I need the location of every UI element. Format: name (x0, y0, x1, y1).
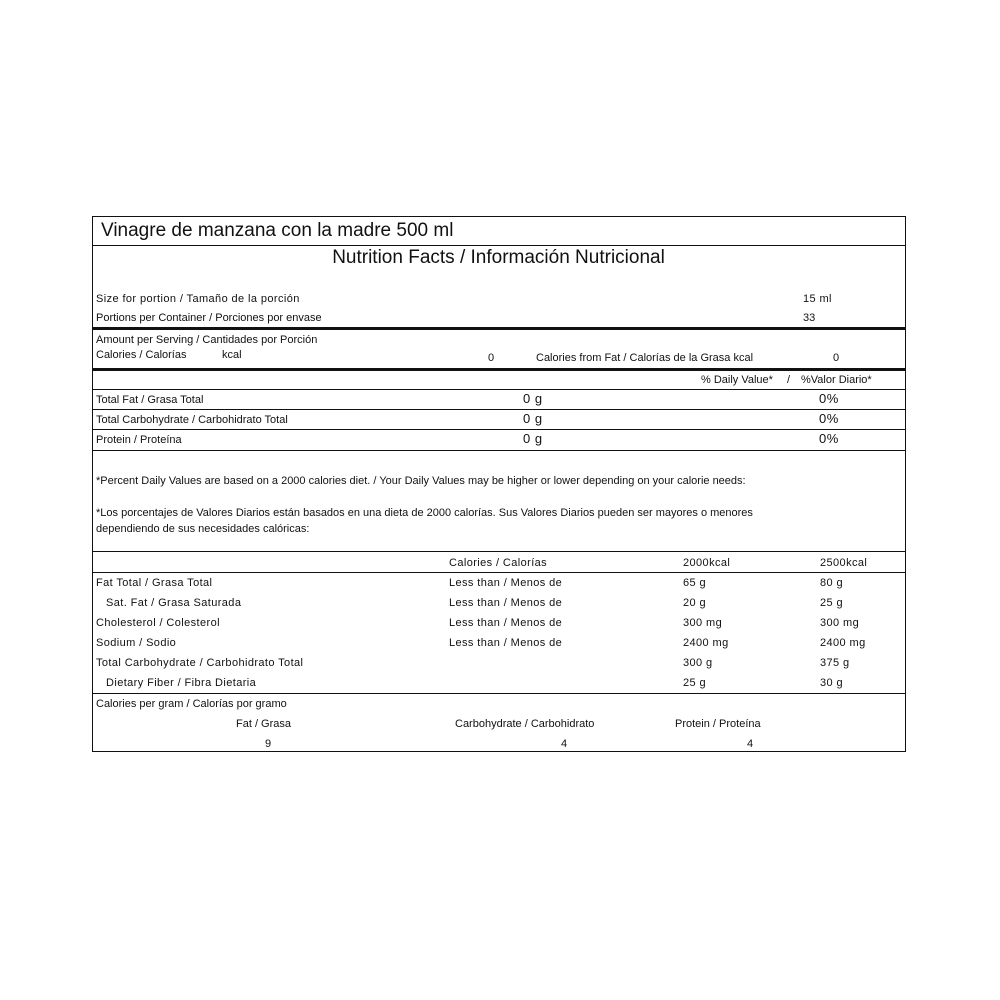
daily-value-header: % Daily Value* (701, 374, 773, 386)
nutrient-amount: 0 g (523, 431, 543, 446)
calories-from-fat-value: 0 (833, 352, 840, 364)
footnote-divider (93, 551, 905, 552)
ref-row-name: Sat. Fat / Grasa Saturada (106, 597, 242, 609)
per-gram-fat-value: 9 (265, 738, 272, 750)
nutrient-divider (93, 429, 905, 430)
ref-row-limit: Less than / Menos de (449, 577, 563, 589)
ref-row-2500: 25 g (820, 597, 844, 609)
ref-row-limit: Less than / Menos de (449, 597, 563, 609)
serving-size-label: Size for portion / Tamaño de la porción (96, 293, 300, 305)
calories-unit: kcal (222, 349, 242, 361)
footnote-es: *Los porcentajes de Valores Diarios están basados en una dieta de 2000 calorías. Sus Valores Diarios pueden ser mayores o menores (96, 507, 753, 519)
per-gram-header: Calories per gram / Calorías por gramo (96, 698, 287, 710)
ref-row-2500: 375 g (820, 657, 850, 669)
ref-row-2000: 25 g (683, 677, 707, 689)
ref-row-2000: 20 g (683, 597, 707, 609)
ref-row-name: Sodium / Sodio (96, 637, 177, 649)
daily-value-separator: / (787, 374, 791, 386)
product-title: Vinagre de manzana con la madre 500 ml (101, 220, 454, 241)
per-gram-fat-label: Fat / Grasa (236, 718, 292, 730)
serving-divider (93, 327, 905, 330)
ref-row-2000: 65 g (683, 577, 707, 589)
per-gram-carb-label: Carbohydrate / Carbohidrato (455, 718, 595, 730)
amount-header: Amount per Serving / Cantidades por Porción (96, 334, 318, 346)
per-gram-carb-value: 4 (561, 738, 568, 750)
ref-row-2000: 300 g (683, 657, 713, 669)
portions-label: Portions per Container / Porciones por envase (96, 312, 322, 324)
ref-row-name: Total Carbohydrate / Carbohidrato Total (96, 657, 304, 669)
ref-table-divider (93, 693, 905, 694)
ref-row-2500: 2400 mg (820, 637, 866, 649)
calories-from-fat-label: Calories from Fat / Calorías de la Grasa kcal (536, 352, 754, 364)
ref-row-2500: 30 g (820, 677, 844, 689)
nutrient-divider (93, 409, 905, 410)
nutrient-name: Total Fat / Grasa Total (96, 394, 204, 406)
footnote-en: *Percent Daily Values are based on a 2000 calories diet. / Your Daily Values may be higher or lower depending on your calorie needs: (96, 475, 746, 487)
nutrient-amount: 0 g (523, 411, 543, 426)
label-heading: Nutrition Facts / Información Nutricional (332, 247, 665, 268)
ref-row-name: Dietary Fiber / Fibra Dietaria (106, 677, 257, 689)
calories-label: Calories / Calorías (96, 349, 187, 361)
per-gram-protein-value: 4 (747, 738, 754, 750)
ref-row-name: Cholesterol / Colesterol (96, 617, 220, 629)
ref-header-2500: 2500kcal (820, 557, 868, 569)
dv-divider (93, 389, 905, 390)
nutrient-dv: 0% (819, 391, 839, 406)
footnote-es-continued: dependiendo de sus necesidades calóricas: (96, 523, 310, 535)
ref-row-limit: Less than / Menos de (449, 617, 563, 629)
nutrient-name: Protein / Proteína (96, 434, 182, 446)
ref-row-name: Fat Total / Grasa Total (96, 577, 213, 589)
ref-header-2000: 2000kcal (683, 557, 731, 569)
valor-diario-header: %Valor Diario* (801, 374, 872, 386)
nutrient-dv: 0% (819, 411, 839, 426)
ref-header-divider (93, 572, 905, 573)
serving-size-value: 15 ml (803, 293, 832, 305)
nutrient-amount: 0 g (523, 391, 543, 406)
ref-header-calories: Calories / Calorías (449, 557, 548, 569)
ref-row-limit: Less than / Menos de (449, 637, 563, 649)
per-gram-protein-label: Protein / Proteína (675, 718, 761, 730)
calories-value: 0 (488, 352, 495, 364)
ref-row-2000: 300 mg (683, 617, 723, 629)
nutrient-dv: 0% (819, 431, 839, 446)
nutrient-name: Total Carbohydrate / Carbohidrato Total (96, 414, 288, 426)
nutrition-facts-label (92, 216, 906, 752)
ref-row-2500: 80 g (820, 577, 844, 589)
nutrients-end-divider (93, 450, 905, 451)
ref-row-2500: 300 mg (820, 617, 860, 629)
title-divider (93, 245, 905, 246)
portions-value: 33 (803, 312, 816, 324)
amount-divider (93, 368, 905, 371)
ref-row-2000: 2400 mg (683, 637, 729, 649)
